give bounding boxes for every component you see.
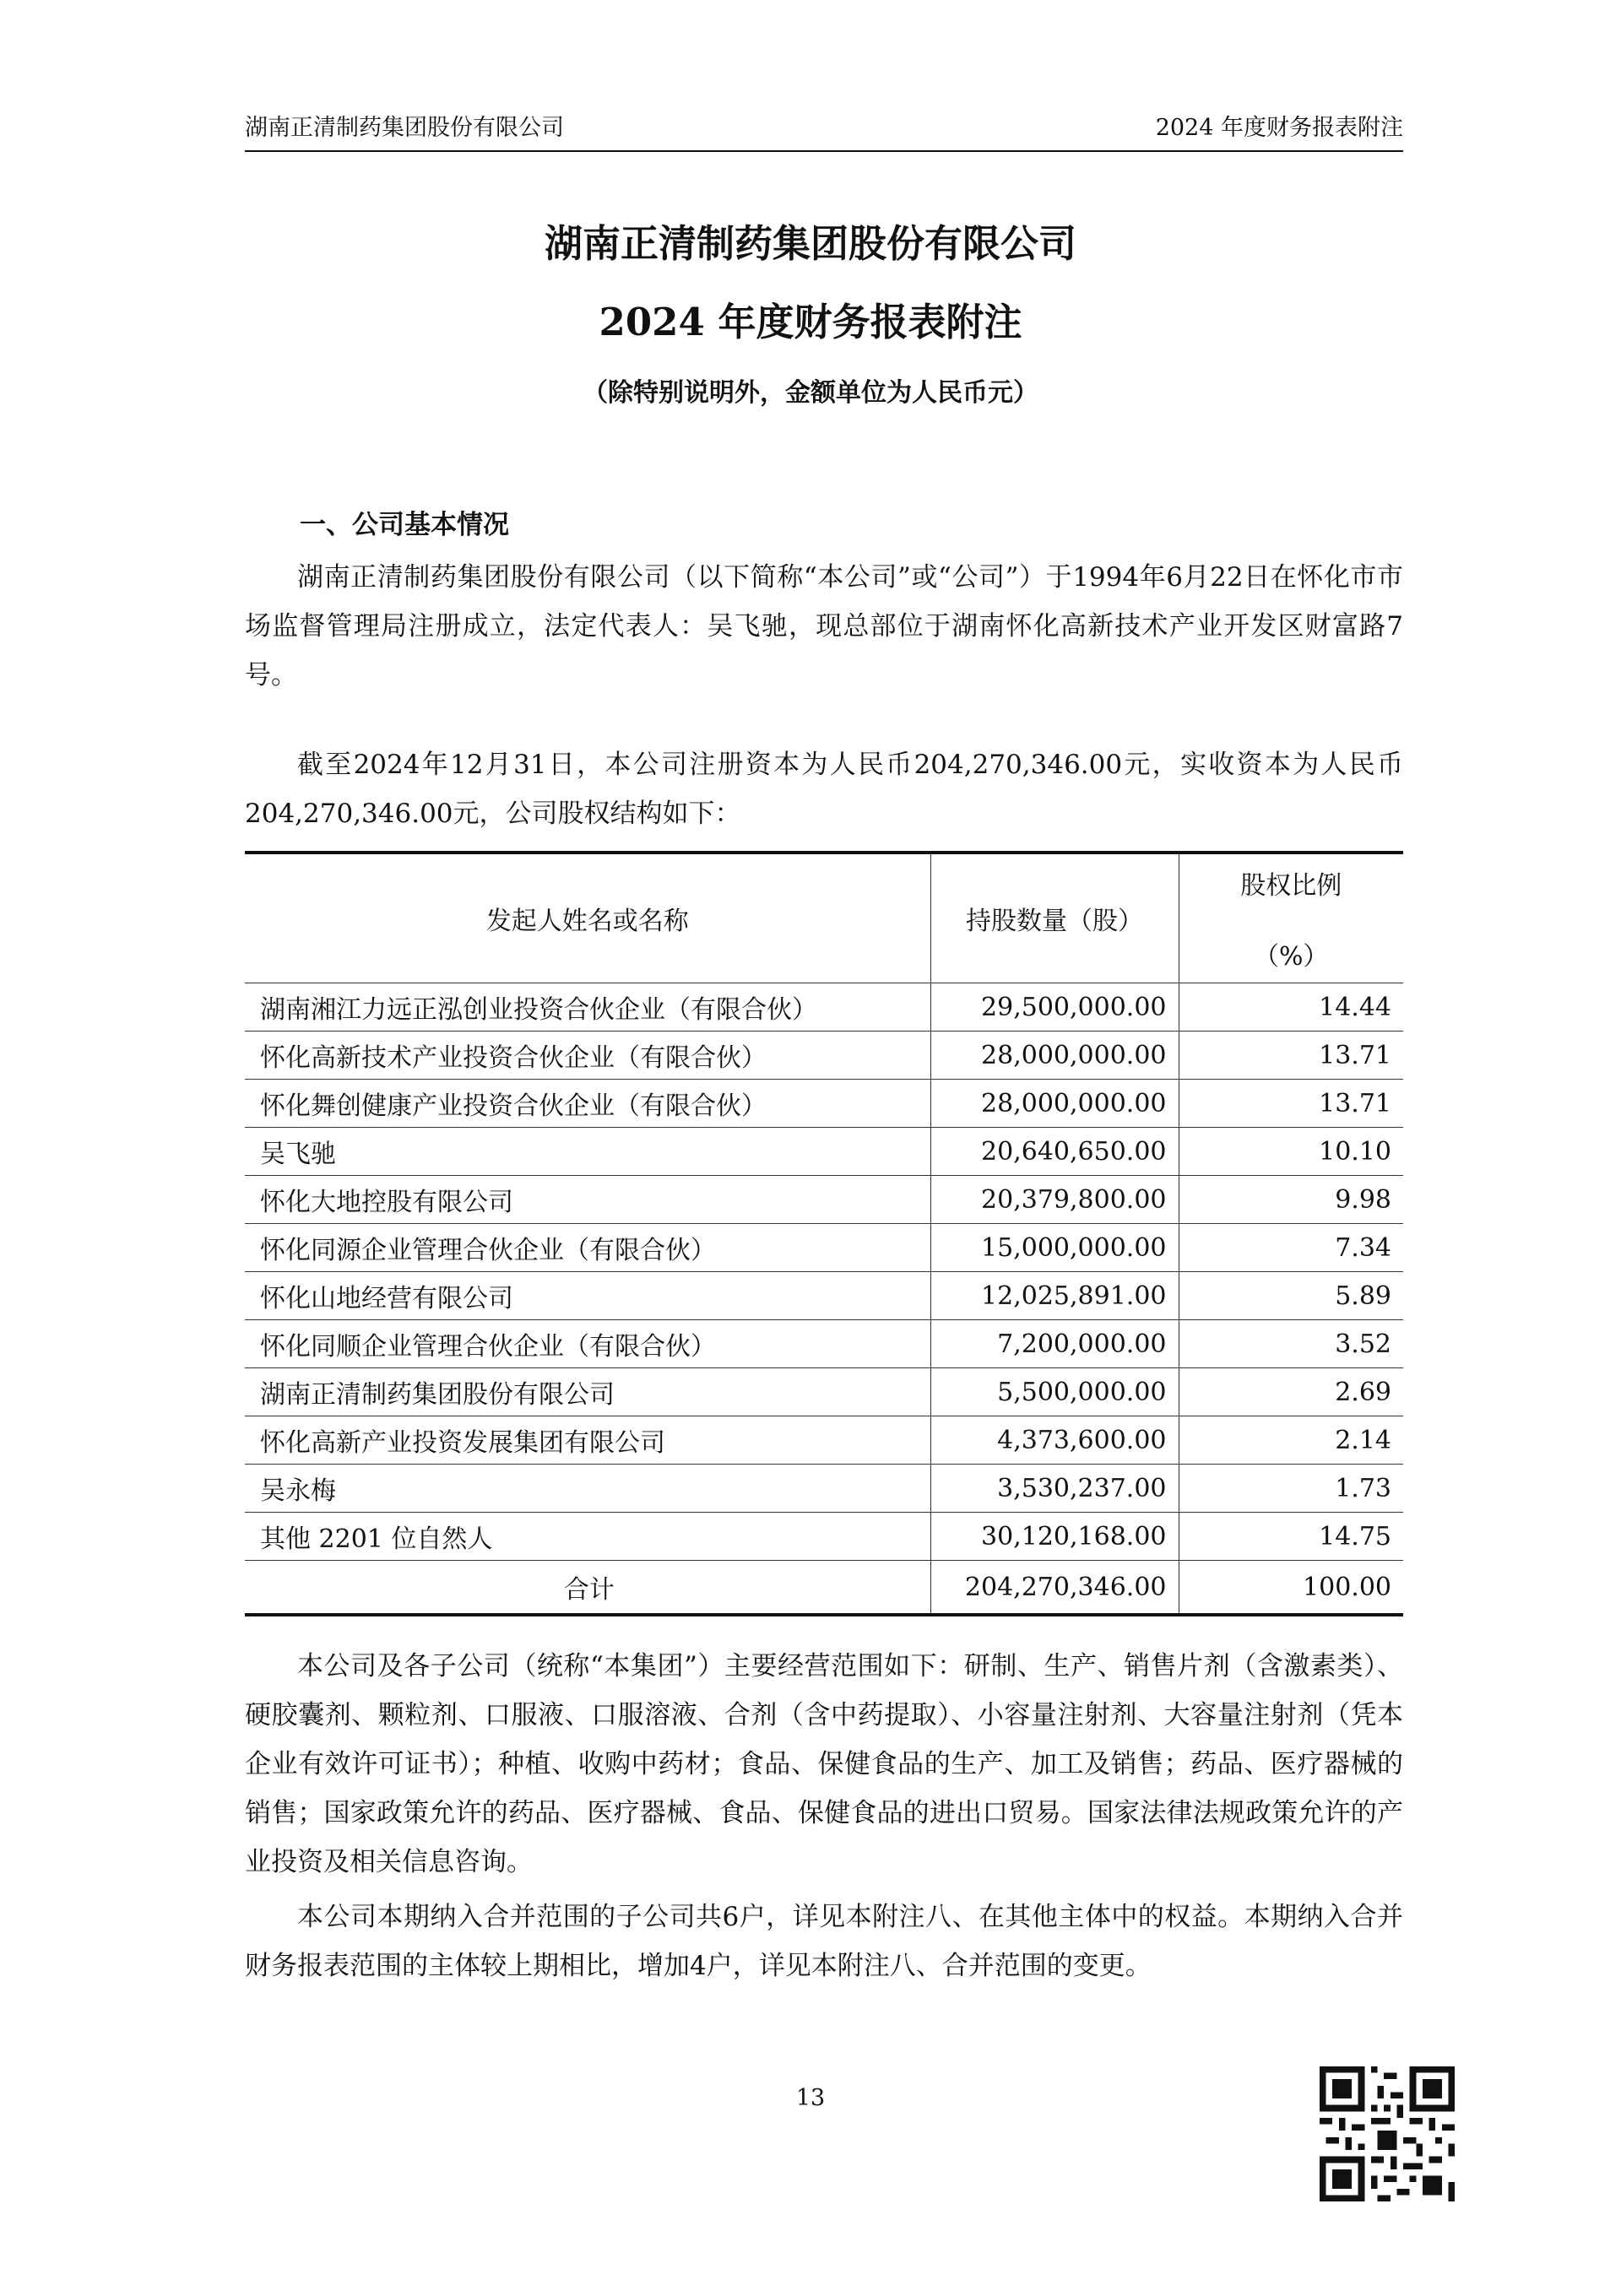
table-body	[245, 983, 1403, 1561]
share-ratio: 14.44	[1179, 983, 1403, 1032]
share-count: 20,640,650.00	[930, 1128, 1179, 1176]
shareholder-name: 吴飞驰	[245, 1128, 930, 1176]
header-ratio-label: 股权比例	[1240, 871, 1342, 901]
table-total-row	[245, 1561, 1403, 1616]
header-report: 2024 年度财务报表附注	[1155, 115, 1403, 141]
shareholder-name: 湖南湘江力远正泓创业投资合伙企业（有限合伙）	[245, 983, 930, 1032]
table-row	[245, 1128, 1403, 1176]
shareholder-name: 怀化舞创健康产业投资合伙企业（有限合伙）	[245, 1080, 930, 1128]
share-ratio: 5.89	[1179, 1272, 1403, 1320]
shareholder-name: 怀化高新技术产业投资合伙企业（有限合伙）	[245, 1032, 930, 1080]
table-row	[245, 1176, 1403, 1224]
share-ratio: 7.34	[1179, 1224, 1403, 1272]
table-row	[245, 1416, 1403, 1465]
document-title: 湖南正清制药集团股份有限公司	[544, 221, 1076, 266]
document-subtitle-year: 2024 年度财务报表附注	[599, 300, 1022, 344]
section-heading: 一、公司基本情况	[300, 510, 509, 540]
share-count: 3,530,237.00	[930, 1465, 1179, 1513]
header-ratio-unit: （%）	[1253, 942, 1329, 972]
total-shares: 204,270,346.00	[930, 1561, 1179, 1616]
share-count: 28,000,000.00	[930, 1032, 1179, 1080]
paragraph-business-scope: 本公司及各子公司（统称“本集团”）主要经营范围如下：研制、生产、销售片剂（含激素类）、硬胶囊剂、颗粒剂、口服液、口服溶液、合剂（含中药提取）、小容量注射剂、大容量注射剂（凭本企业有效许可证书）；种植、收购中药材；食品、保健食品的生产、加工及销售；药品、医疗器械的销售；国家政策允许的药品、医疗器械、食品、保健食品的进出口贸易。国家法律法规政策允许的产业投资及相关信息咨询。	[245, 1651, 1403, 1877]
share-count: 5,500,000.00	[930, 1368, 1179, 1416]
shareholder-name: 怀化大地控股有限公司	[245, 1176, 930, 1224]
share-ratio: 13.71	[1179, 1032, 1403, 1080]
table-row	[245, 983, 1403, 1032]
header-ratio	[1179, 853, 1403, 983]
shareholder-name: 湖南正清制药集团股份有限公司	[245, 1368, 930, 1416]
share-ratio: 14.75	[1179, 1513, 1403, 1561]
share-count: 15,000,000.00	[930, 1224, 1179, 1272]
table-row	[245, 1032, 1403, 1080]
share-count: 29,500,000.00	[930, 983, 1179, 1032]
paragraph-capital: 截至2024年12月31日，本公司注册资本为人民币204,270,346.00元，实收资本为人民币204,270,346.00元，公司股权结构如下：	[245, 750, 1403, 829]
table-row	[245, 1320, 1403, 1368]
shareholder-name: 怀化同顺企业管理合伙企业（有限合伙）	[245, 1320, 930, 1368]
share-ratio: 2.69	[1179, 1368, 1403, 1416]
share-ratio: 2.14	[1179, 1416, 1403, 1465]
header-rule	[245, 150, 1403, 152]
table-row	[245, 1368, 1403, 1416]
share-count: 12,025,891.00	[930, 1272, 1179, 1320]
shareholder-name: 怀化高新产业投资发展集团有限公司	[245, 1416, 930, 1465]
share-ratio: 3.52	[1179, 1320, 1403, 1368]
share-count: 4,373,600.00	[930, 1416, 1179, 1465]
total-ratio: 100.00	[1179, 1561, 1403, 1616]
shareholder-name: 怀化同源企业管理合伙企业（有限合伙）	[245, 1224, 930, 1272]
table-row	[245, 1224, 1403, 1272]
table-row	[245, 1080, 1403, 1128]
table-row	[245, 1465, 1403, 1513]
page-header	[245, 113, 1403, 144]
share-ratio: 9.98	[1179, 1176, 1403, 1224]
table-header-row	[245, 853, 1403, 983]
table-row	[245, 1272, 1403, 1320]
table-row	[245, 1513, 1403, 1561]
header-shares: 持股数量（股）	[930, 853, 1179, 983]
share-count: 28,000,000.00	[930, 1080, 1179, 1128]
shareholder-name: 怀化山地经营有限公司	[245, 1272, 930, 1320]
share-count: 7,200,000.00	[930, 1320, 1179, 1368]
share-ratio: 1.73	[1179, 1465, 1403, 1513]
shareholder-name: 其他 2201 位自然人	[245, 1513, 930, 1561]
shareholder-name: 吴永梅	[245, 1465, 930, 1513]
header-name: 发起人姓名或名称	[245, 853, 930, 983]
equity-structure-table	[245, 851, 1403, 1616]
share-ratio: 13.71	[1179, 1080, 1403, 1128]
share-count: 30,120,168.00	[930, 1513, 1179, 1561]
page-number: 13	[795, 2085, 826, 2111]
share-ratio: 10.10	[1179, 1128, 1403, 1176]
share-count: 20,379,800.00	[930, 1176, 1179, 1224]
currency-note: （除特别说明外，金额单位为人民币元）	[583, 378, 1038, 408]
paragraph-company-intro: 湖南正清制药集团股份有限公司（以下简称“本公司”或“公司”）于1994年6月22日在怀化市市场监督管理局注册成立，法定代表人：吴飞驰，现总部位于湖南怀化高新技术产业开发区财富路7号。	[245, 562, 1403, 690]
header-company: 湖南正清制药集团股份有限公司	[245, 115, 564, 141]
paragraph-consolidation: 本公司本期纳入合并范围的子公司共6户，详见本附注八、在其他主体中的权益。本期纳入合并财务报表范围的主体较上期相比，增加4户，详见本附注八、合并范围的变更。	[245, 1902, 1403, 1981]
qr-code-icon	[1320, 2066, 1455, 2201]
total-label: 合计	[245, 1561, 930, 1616]
